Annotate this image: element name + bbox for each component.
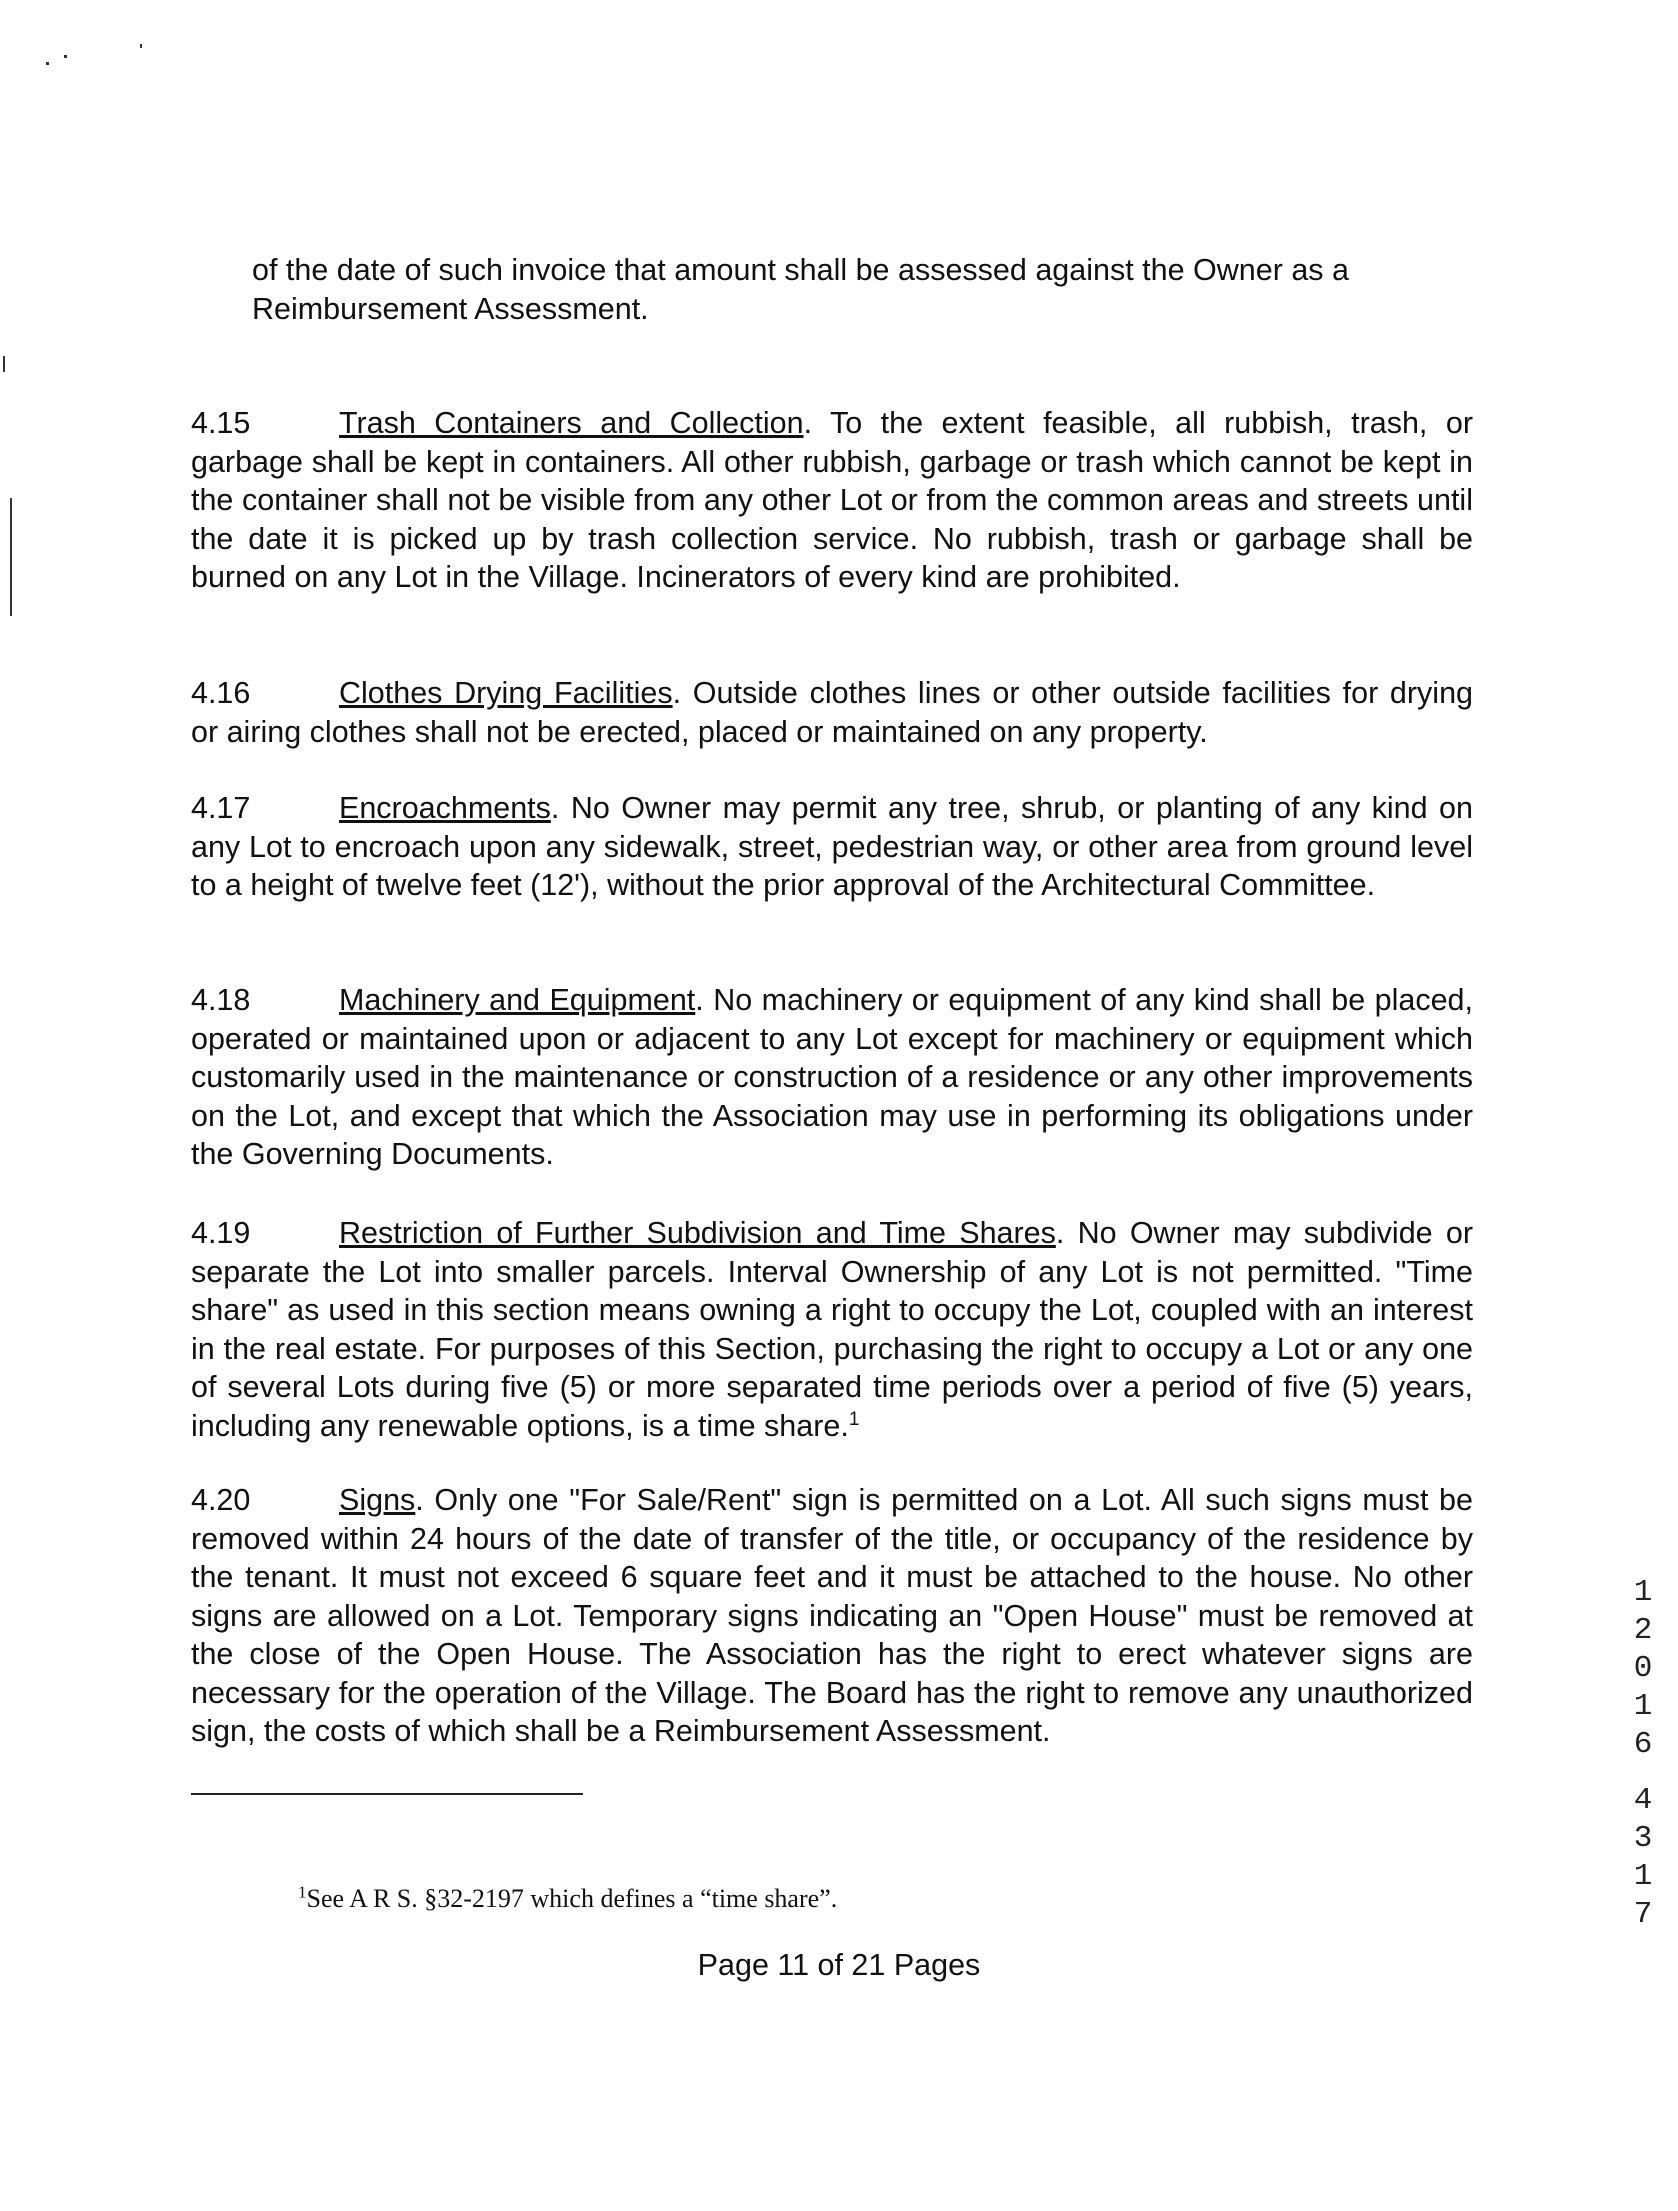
- section-number: 4.18: [191, 983, 251, 1017]
- section-number: 4.16: [191, 676, 251, 710]
- stamp-digit: 7: [1633, 1897, 1653, 1932]
- section-body: To the extent feasible, all rubbish, trash, or garbage shall be kept in containers. All other rubbish, garbage or trash which cannot be kept in the container shall not be visible from any other Lot or from the common areas and streets until the date it is picked up by trash collection service. No rubbish, trash or garbage shall be burned on any Lot in the Village. Incinerators of every kind are prohibited.: [191, 406, 1473, 594]
- intro-text: of the date of such invoice that amount shall be assessed against the Owner as a Reimbursement Assessment.: [252, 253, 1349, 326]
- recording-number-stamp: [1628, 1574, 1658, 1934]
- section-title: Machinery and Equipment: [339, 983, 696, 1017]
- section-body: Only one "For Sale/Rent" sign is permitted on a Lot. All such signs must be removed within 24 hours of the date of transfer of the title, or occupancy of the residence by the tenant. It must not exceed 6 square feet and it must be attached to the house. No other signs are allowed on a Lot. Temporary signs indicating an "Open House" must be removed at the close of the Open House. The Association has the right to erect whatever signs are necessary for the operation of the Village. The Board has the right to remove any unauthorized sign, the costs of which shall be a Reimbursement Assessment.: [191, 1483, 1473, 1748]
- section-4-19: 4.19 Restriction of Further Subdivision and Time Shares. No Owner may subdivide or separate the Lot into smaller parcels. Interval Ownership of any Lot is not permitted. "Time share" as used in this section means owning a right to occupy the Lot, coupled with an interest in the real estate. For purposes of this Section, purchasing the right to occupy a Lot or any one of several Lots during five (5) or more separated time periods over a period of five (5) years, including any renewable options, is a time share.$^1$: [191, 1216, 1473, 1443]
- footnote-marker: 1: [298, 1882, 307, 1902]
- footnote-divider: [191, 1793, 583, 1795]
- continued-paragraph: [252, 251, 1474, 328]
- section-body: Outside clothes lines or other outside facilities for drying or airing clothes shall not be erected, placed or maintained on any property.: [191, 676, 1473, 749]
- section-body: No Owner may subdivide or separate the Lot into smaller parcels. Interval Ownership of any Lot is not permitted. "Time share" as used in this section means owning a right to occupy the Lot, coupled with an interest in the real estate. For purposes of this Section, purchasing the right to occupy a Lot or any one of several Lots during five (5) or more separated time periods over a period of five (5) years, including any renewable options, is a time share.: [191, 1216, 1473, 1443]
- section-title: Signs: [339, 1483, 416, 1517]
- section-4-17: 4.17 Encroachments. No Owner may permit any tree, shrub, or planting of any kind on any Lot to encroach upon any sidewalk, street, pedestrian way, or other area from ground level to a height of twelve feet (12'), without the prior approval of the Architectural Committee.: [191, 791, 1473, 902]
- section-number: 4.17: [191, 791, 251, 825]
- stamp-digit: 3: [1633, 1821, 1653, 1856]
- stamp-digit: 1: [1633, 1859, 1653, 1894]
- section-4-16: 4.16 Clothes Drying Facilities. Outside clothes lines or other outside facilities for drying or airing clothes shall not be erected, placed or maintained on any property.: [191, 676, 1473, 749]
- section-body: No Owner may permit any tree, shrub, or planting of any kind on any Lot to encroach upon any sidewalk, street, pedestrian way, or other area from ground level to a height of twelve feet (12'), without the prior approval of the Architectural Committee.: [191, 791, 1473, 902]
- stamp-digit: 1: [1633, 1575, 1653, 1610]
- section-body: No machinery or equipment of any kind shall be placed, operated or maintained upon or adjacent to any Lot except for machinery or equipment which customarily used in the maintenance or construction of a residence or any other improvements on the Lot, and except that which the Association may use in performing its obligations under the Governing Documents.: [191, 983, 1473, 1171]
- section-number: 4.20: [191, 1483, 251, 1517]
- section-4-15: 4.15 Trash Containers and Collection. To the extent feasible, all rubbish, trash, or garbage shall be kept in containers. All other rubbish, garbage or trash which cannot be kept in the container shall not be visible from any other Lot or from the common areas and streets until the date it is picked up by trash collection service. No rubbish, trash or garbage shall be burned on any Lot in the Village. Incinerators of every kind are prohibited.: [191, 406, 1473, 594]
- section-number: 4.19: [191, 1216, 251, 1250]
- section-title: Encroachments: [339, 791, 551, 825]
- section-4-18: 4.18 Machinery and Equipment. No machinery or equipment of any kind shall be placed, operated or maintained upon or adjacent to any Lot except for machinery or equipment which customarily used in the maintenance or construction of a residence or any other improvements on the Lot, and except that which the Association may use in performing its obligations under the Governing Documents.: [191, 983, 1473, 1171]
- stamp-digit: 1: [1633, 1689, 1653, 1724]
- section-number: 4.15: [191, 406, 251, 440]
- section-4-20: 4.20 Signs. Only one "For Sale/Rent" sign is permitted on a Lot. All such signs must be removed within 24 hours of the date of transfer of the title, or occupancy of the residence by the tenant. It must not exceed 6 square feet and it must be attached to the house. No other signs are allowed on a Lot. Temporary signs indicating an "Open House" must be removed at the close of the Open House. The Association has the right to erect whatever signs are necessary for the operation of the Village. The Board has the right to remove any unauthorized sign, the costs of which shall be a Reimbursement Assessment.: [191, 1483, 1473, 1748]
- page-number: Page 11 of 21 Pages: [697, 1948, 981, 1982]
- footnote: [298, 1883, 837, 1915]
- stamp-digit: 0: [1633, 1651, 1653, 1686]
- stamp-digit: 6: [1633, 1727, 1653, 1762]
- stamp-digit: 2: [1633, 1613, 1653, 1648]
- section-title: Trash Containers and Collection: [339, 406, 804, 440]
- section-title: Restriction of Further Subdivision and Time Shares: [339, 1216, 1056, 1250]
- section-title: Clothes Drying Facilities: [339, 676, 673, 710]
- footnote-text: See A R S. §32-2197 which defines a “time share”.: [306, 1884, 838, 1913]
- stamp-digit: 4: [1633, 1783, 1653, 1818]
- footnote-reference: 1: [848, 1408, 860, 1430]
